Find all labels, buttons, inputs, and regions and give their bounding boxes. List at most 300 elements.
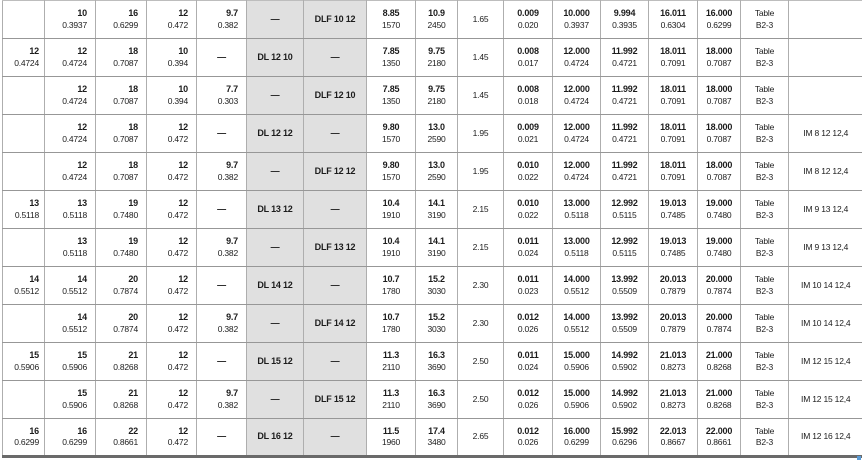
cell-value: 0.7091 (660, 95, 686, 106)
cell-value: 1350 (381, 95, 401, 106)
cell-value: 0.023 (517, 285, 539, 296)
table-cell (504, 381, 553, 419)
cell-value: 15.992 (611, 425, 638, 436)
table-cell (247, 343, 304, 381)
cell-value: 10.7 (382, 312, 400, 322)
cell-value: 12 (77, 122, 87, 132)
cell-value: 10 (77, 8, 87, 18)
cell-value: Table (754, 236, 775, 246)
cell-value: 7.85 (382, 84, 400, 94)
table-cell (304, 381, 367, 419)
cell-value: 18.000 (705, 84, 733, 94)
cell-value: 0.7485 (660, 247, 686, 258)
table-cell (147, 343, 197, 381)
table-cell (3, 381, 45, 419)
cell-value: 1910 (381, 247, 401, 258)
table-cell (458, 77, 504, 115)
table-cell (789, 343, 862, 381)
cell-value: DL 15 12 (257, 355, 293, 366)
table-cell (789, 229, 862, 267)
cell-value: 7.7 (226, 84, 238, 94)
table-cell (789, 153, 862, 191)
table-cell (96, 381, 147, 419)
table-cell (147, 115, 197, 153)
cell-value: 2110 (382, 399, 400, 410)
table-cell (649, 191, 698, 229)
table-cell (649, 343, 698, 381)
table-cell (553, 229, 601, 267)
cell-value: 0.5118 (564, 209, 589, 220)
table-cell (197, 77, 247, 115)
cell-value: 16.000 (705, 8, 733, 18)
table-cell (367, 343, 416, 381)
table-cell (247, 153, 304, 191)
cell-value: 15 (77, 350, 87, 360)
cell-value: 9.7 (226, 8, 238, 18)
cell-value: DLF 13 12 (314, 241, 356, 252)
cell-value: 15 (29, 350, 39, 360)
cell-value: 20.000 (705, 274, 733, 284)
cell-value: 0.8273 (660, 361, 686, 372)
table-cell (3, 1, 45, 39)
cell-value: 12.000 (563, 122, 590, 132)
cell-value: 11.3 (382, 388, 400, 398)
table-cell (504, 77, 553, 115)
cell-value: Table (754, 274, 775, 284)
table-cell (553, 39, 601, 77)
cell-value: 0.026 (517, 437, 539, 447)
cell-value: 0.5906 (62, 361, 87, 372)
table-cell (416, 229, 458, 267)
cell-value: 15.000 (563, 388, 590, 398)
cell-value: 3030 (427, 285, 446, 296)
table-cell (553, 267, 601, 305)
table-cell (45, 153, 96, 191)
cell-value: 0.5512 (62, 285, 87, 296)
cell-value: 0.012 (517, 388, 539, 398)
table-cell (304, 343, 367, 381)
cell-value: 0.382 (217, 247, 238, 258)
cell-value: 0.7087 (113, 171, 138, 182)
table-cell (741, 191, 789, 229)
cell-value: 1910 (381, 209, 401, 220)
cell-value: B2-3 (755, 285, 774, 296)
cell-value: 2.65 (472, 431, 489, 442)
table-cell (304, 191, 367, 229)
table-cell (649, 381, 698, 419)
cell-value: 0.6304 (660, 19, 686, 30)
table-cell (553, 1, 601, 39)
table-cell (504, 39, 553, 77)
cell-value: 1.95 (472, 165, 489, 176)
cell-value: 21.000 (705, 388, 733, 398)
cell-value: 9.7 (226, 160, 238, 170)
table-cell (649, 229, 698, 267)
table-cell (504, 191, 553, 229)
cell-value: 0.4724 (62, 133, 87, 144)
cell-value: 10.4 (382, 236, 400, 246)
table-cell (458, 153, 504, 191)
table-cell (553, 115, 601, 153)
cell-value: 14.1 (428, 198, 445, 208)
cell-value: 9.80 (382, 122, 400, 132)
cell-value: 0.3937 (62, 19, 87, 30)
table-row (3, 381, 862, 419)
cell-value: 2180 (427, 57, 446, 68)
cell-value: Table (754, 122, 775, 132)
table-cell (741, 305, 789, 343)
cell-value: 0.472 (167, 247, 188, 258)
cell-value: 12 (178, 8, 188, 18)
table-cell (698, 343, 741, 381)
cell-value: 12.000 (563, 160, 590, 170)
table-cell (304, 153, 367, 191)
cell-value: DL 13 12 (257, 203, 293, 214)
cell-value: 9.75 (428, 84, 445, 94)
cell-value: 0.021 (517, 133, 539, 144)
cell-value: 0.7879 (660, 285, 686, 296)
cell-value: 0.024 (517, 361, 539, 372)
cell-value: 0.7480 (113, 247, 138, 258)
cell-value: 12.000 (563, 84, 590, 94)
table-cell (601, 305, 649, 343)
cell-value: 2450 (427, 19, 446, 30)
cell-value: 0.022 (517, 171, 539, 182)
cell-value: — (330, 355, 340, 366)
cell-value: — (270, 13, 280, 24)
cell-value: 0.7480 (706, 209, 732, 220)
cell-value: 0.5906 (564, 399, 589, 410)
cell-value: — (270, 89, 280, 100)
cell-value: 19.013 (659, 198, 687, 208)
cell-value: 0.4724 (14, 57, 39, 68)
cell-value: 0.7091 (660, 133, 686, 144)
table-cell (96, 267, 147, 305)
table-cell (3, 305, 45, 343)
cell-value: 0.394 (167, 95, 188, 106)
cell-value: 12 (178, 160, 188, 170)
cell-value: B2-3 (755, 95, 774, 106)
table-cell (416, 305, 458, 343)
table-cell (45, 267, 96, 305)
cell-value: 14 (29, 274, 39, 284)
table-cell (304, 39, 367, 77)
cell-value: 12 (178, 236, 188, 246)
cell-value: 21 (128, 350, 138, 360)
table-cell (147, 77, 197, 115)
cell-value: 12 (178, 350, 188, 360)
cell-value: 3190 (427, 247, 446, 258)
cell-value: 0.472 (167, 361, 188, 372)
cell-value: DLF 12 10 (314, 89, 356, 100)
cell-value: 0.303 (217, 95, 238, 106)
cell-value: 19.000 (705, 236, 733, 246)
cell-value: 12 (178, 312, 188, 322)
cell-value: 1570 (381, 133, 401, 144)
cell-value: 18.011 (660, 160, 686, 170)
cell-value: 2.30 (472, 317, 489, 328)
cell-value: 10 (178, 46, 188, 56)
table-cell (247, 1, 304, 39)
table-cell (601, 381, 649, 419)
table-cell (649, 267, 698, 305)
cell-value: 12 (29, 46, 39, 56)
cell-value: 9.994 (613, 8, 636, 18)
cell-value: 13 (77, 236, 87, 246)
cell-value: 16.3 (428, 350, 445, 360)
cell-value: Table (754, 8, 775, 18)
cell-value: 1960 (381, 437, 401, 447)
table-cell (601, 267, 649, 305)
cell-value: 18.000 (705, 46, 733, 56)
table-cell (789, 115, 862, 153)
cell-value: 0.7091 (660, 57, 686, 68)
cell-value: 0.472 (167, 19, 188, 30)
table-cell (367, 267, 416, 305)
cell-value: 0.7087 (113, 57, 138, 68)
cell-value: DLF 10 12 (314, 13, 356, 24)
table-cell (416, 1, 458, 39)
table-cell (197, 39, 247, 77)
cell-value: Table (754, 425, 775, 436)
cell-value: 3190 (427, 209, 446, 220)
cell-value: B2-3 (755, 399, 774, 410)
cell-value: 14.992 (611, 350, 638, 360)
cell-value: 1350 (381, 57, 401, 68)
cell-value: 21.000 (705, 350, 733, 360)
cell-value: 14.000 (563, 312, 590, 322)
cell-value: 0.5902 (612, 399, 637, 410)
cell-value: 18 (128, 122, 138, 132)
cell-value: 11.992 (611, 160, 638, 170)
table-cell (504, 419, 553, 457)
table-cell (601, 153, 649, 191)
cell-value: 0.5118 (564, 247, 589, 258)
table-cell (504, 115, 553, 153)
cell-value: 1.45 (472, 89, 489, 100)
table-cell (416, 39, 458, 77)
table-cell (247, 381, 304, 419)
cell-value: 0.4724 (564, 133, 589, 144)
table-cell (367, 1, 416, 39)
cell-value: 0.008 (517, 46, 539, 56)
cell-value: DLF 15 12 (314, 393, 356, 404)
table-cell (698, 39, 741, 77)
cell-value: 0.7874 (706, 323, 732, 334)
cell-value: 11.992 (611, 46, 638, 56)
cell-value: 13.992 (611, 312, 638, 322)
cell-value: 0.008 (517, 84, 539, 94)
table-cell (649, 419, 698, 457)
cell-value: 3480 (427, 437, 446, 447)
cell-value: 12.000 (563, 46, 590, 56)
table-cell (504, 229, 553, 267)
cell-value: 0.012 (517, 312, 539, 322)
cell-value: 9.80 (382, 160, 400, 170)
cell-value: 3030 (427, 323, 446, 334)
spec-table (2, 0, 862, 458)
cell-value: 0.4721 (612, 133, 637, 144)
table-cell (247, 267, 304, 305)
table-cell (504, 1, 553, 39)
cell-value: 0.009 (517, 122, 539, 132)
table-cell (741, 115, 789, 153)
table-cell (601, 77, 649, 115)
cell-value: — (270, 393, 280, 404)
cell-value: IM 12 15 12,4 (801, 355, 851, 366)
cell-value: 0.7087 (113, 133, 138, 144)
cell-value: IM 8 12 12,4 (803, 165, 849, 176)
table-cell (789, 1, 862, 39)
cell-value: 0.8661 (113, 437, 138, 447)
table-cell (416, 381, 458, 419)
cell-value: Table (754, 312, 775, 322)
cell-value: — (217, 127, 226, 138)
cell-value: 18.000 (705, 160, 733, 170)
cell-value: 12 (77, 46, 87, 56)
table-cell (367, 39, 416, 77)
cell-value: IM 10 14 12,4 (801, 317, 851, 328)
table-cell (45, 1, 96, 39)
cell-value: 9.7 (226, 236, 238, 246)
cell-value: 20 (128, 274, 138, 284)
cell-value: 0.472 (167, 399, 188, 410)
cell-value: 0.020 (517, 19, 539, 30)
table-cell (741, 77, 789, 115)
cell-value: 0.7087 (706, 57, 732, 68)
cell-value: — (330, 279, 340, 290)
cell-value: 12 (178, 388, 188, 398)
table-cell (458, 305, 504, 343)
table-cell (247, 39, 304, 77)
cell-value: 19 (128, 236, 138, 246)
table-cell (789, 381, 862, 419)
table-cell (553, 419, 601, 457)
cell-value: 0.5906 (564, 361, 589, 372)
table-cell (197, 305, 247, 343)
cell-value: — (270, 165, 280, 176)
cell-value: 0.024 (517, 247, 539, 258)
cell-value: 10.000 (563, 8, 590, 18)
cell-value: 2590 (427, 171, 446, 182)
cell-value: 0.8268 (706, 361, 732, 372)
cell-value: 0.010 (517, 160, 539, 170)
cell-value: 15.000 (563, 350, 590, 360)
cell-value: 11.5 (382, 425, 400, 436)
table-cell (698, 229, 741, 267)
table-row (3, 77, 862, 115)
table-cell (458, 343, 504, 381)
cell-value: 1780 (381, 285, 401, 296)
table-cell (789, 305, 862, 343)
cell-value: 13.000 (563, 198, 590, 208)
cell-value: Table (754, 160, 775, 170)
cell-value: 17.4 (428, 425, 445, 436)
table-cell (304, 305, 367, 343)
cell-value: B2-3 (755, 361, 774, 372)
cell-value: 2110 (382, 361, 400, 372)
table-cell (247, 305, 304, 343)
cell-value: 0.6299 (14, 437, 39, 447)
cell-value: 0.4721 (612, 171, 637, 182)
table-cell (601, 39, 649, 77)
cell-value: 0.382 (217, 323, 238, 334)
table-cell (45, 229, 96, 267)
cell-value: 0.5512 (14, 285, 39, 296)
cell-value: 0.8273 (660, 399, 686, 410)
table-cell (789, 419, 862, 457)
table-cell (601, 419, 649, 457)
cell-value: 2.15 (472, 203, 489, 214)
cell-value: 21.013 (659, 388, 687, 398)
cell-value: 0.5509 (612, 323, 637, 334)
table-cell (367, 419, 416, 457)
cell-value: 20.013 (659, 274, 687, 284)
table-cell (304, 1, 367, 39)
table-row (3, 305, 862, 343)
cell-value: 21.013 (659, 350, 687, 360)
table-cell (197, 1, 247, 39)
table-row (3, 229, 862, 267)
cell-value: 0.7874 (113, 323, 138, 334)
table-cell (96, 153, 147, 191)
cell-value: — (217, 279, 226, 290)
cell-value: 11.3 (382, 350, 400, 360)
table-cell (147, 419, 197, 457)
cell-value: 18 (128, 46, 138, 56)
cell-value: 0.6296 (612, 437, 637, 447)
table-cell (247, 229, 304, 267)
cell-value: 0.7087 (706, 133, 732, 144)
cell-value: 0.026 (517, 399, 539, 410)
cell-value: Table (754, 350, 775, 360)
cell-value: 15 (77, 388, 87, 398)
cell-value: 1.95 (472, 127, 489, 138)
table-row (3, 419, 862, 457)
cell-value: — (270, 317, 280, 328)
cell-value: 0.5118 (62, 209, 87, 220)
table-cell (789, 267, 862, 305)
cell-value: 0.7485 (660, 209, 686, 220)
table-cell (96, 305, 147, 343)
cell-value: DL 12 12 (257, 127, 293, 138)
cell-value: 12 (178, 122, 188, 132)
table-cell (649, 153, 698, 191)
table-cell (458, 419, 504, 457)
table-cell (741, 1, 789, 39)
cell-value: 19.000 (705, 198, 733, 208)
table-cell (458, 229, 504, 267)
table-cell (247, 77, 304, 115)
table-cell (45, 305, 96, 343)
cell-value: 2.50 (472, 393, 489, 404)
cell-value: 0.8268 (706, 399, 732, 410)
table-cell (458, 191, 504, 229)
cell-value: 16 (29, 425, 39, 436)
cell-value: 13 (77, 198, 87, 208)
table-cell (649, 1, 698, 39)
table-cell (96, 1, 147, 39)
cell-value: 0.382 (217, 399, 238, 410)
cell-value: — (330, 51, 340, 62)
table-cell (147, 191, 197, 229)
table-cell (649, 115, 698, 153)
table-cell (698, 1, 741, 39)
table-cell (698, 153, 741, 191)
cell-value: 0.472 (167, 171, 188, 182)
cell-value: 0.472 (167, 323, 188, 334)
cell-value: — (330, 431, 340, 442)
